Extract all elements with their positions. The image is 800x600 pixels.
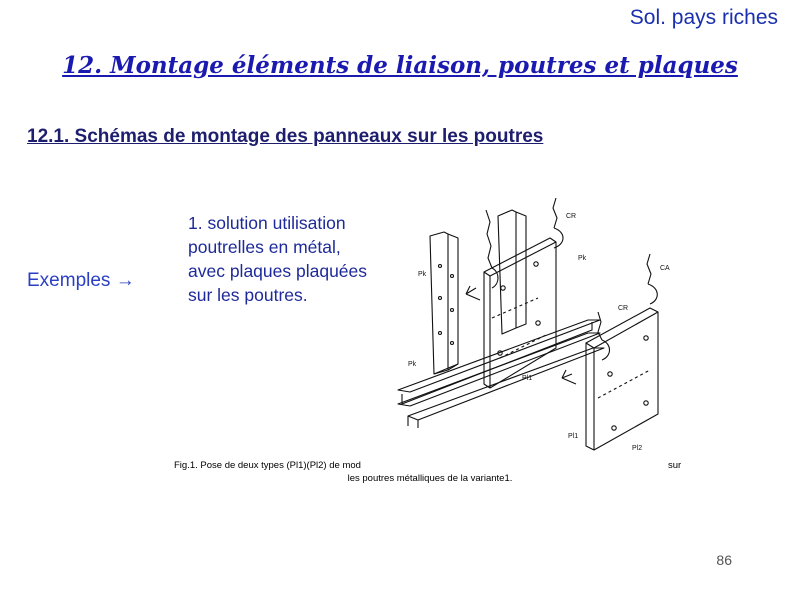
solution-line: 1. solution utilisation	[188, 213, 346, 233]
right-panel	[586, 308, 658, 450]
figure-caption-line2: les poutres métalliques de la variante1.	[347, 473, 513, 484]
figure-label: Pl1	[522, 375, 533, 382]
caption-overlap-mask	[396, 458, 664, 472]
page-number: 86	[716, 552, 732, 568]
solution-line: poutrelles en métal,	[188, 237, 341, 257]
section-subtitle: 12.1. Schémas de montage des panneaux sur les poutres	[27, 126, 544, 147]
examples-label: Exemples →	[27, 270, 135, 291]
figure-label: Pk	[418, 271, 427, 278]
horizontal-beam	[398, 320, 604, 428]
figure-caption-line1: Fig.1. Pose de deux types (Pl1)(Pl2) de mod	[174, 460, 361, 471]
figure-label: Pl1	[568, 433, 579, 440]
solution-line: avec plaques plaquées	[188, 261, 368, 281]
figure-label: Pl2	[632, 445, 643, 452]
solution-text	[188, 211, 403, 307]
assembly-sketch	[388, 188, 708, 460]
figure-label: Pk	[578, 255, 587, 262]
middle-chains	[486, 198, 563, 288]
figure-label: CA	[660, 265, 670, 272]
left-column	[430, 232, 458, 374]
figure-label: CR	[618, 305, 629, 312]
figure-label: CR	[566, 213, 577, 220]
solution-line: sur les poutres.	[188, 285, 308, 305]
back-column	[498, 210, 526, 334]
corner-label: Sol. pays riches	[629, 6, 778, 29]
figure-caption-tail: sur	[668, 460, 682, 471]
figure-label: Pk	[408, 361, 417, 368]
slide-title: 12. Montage éléments de liaison, poutres et plaques	[62, 52, 738, 79]
